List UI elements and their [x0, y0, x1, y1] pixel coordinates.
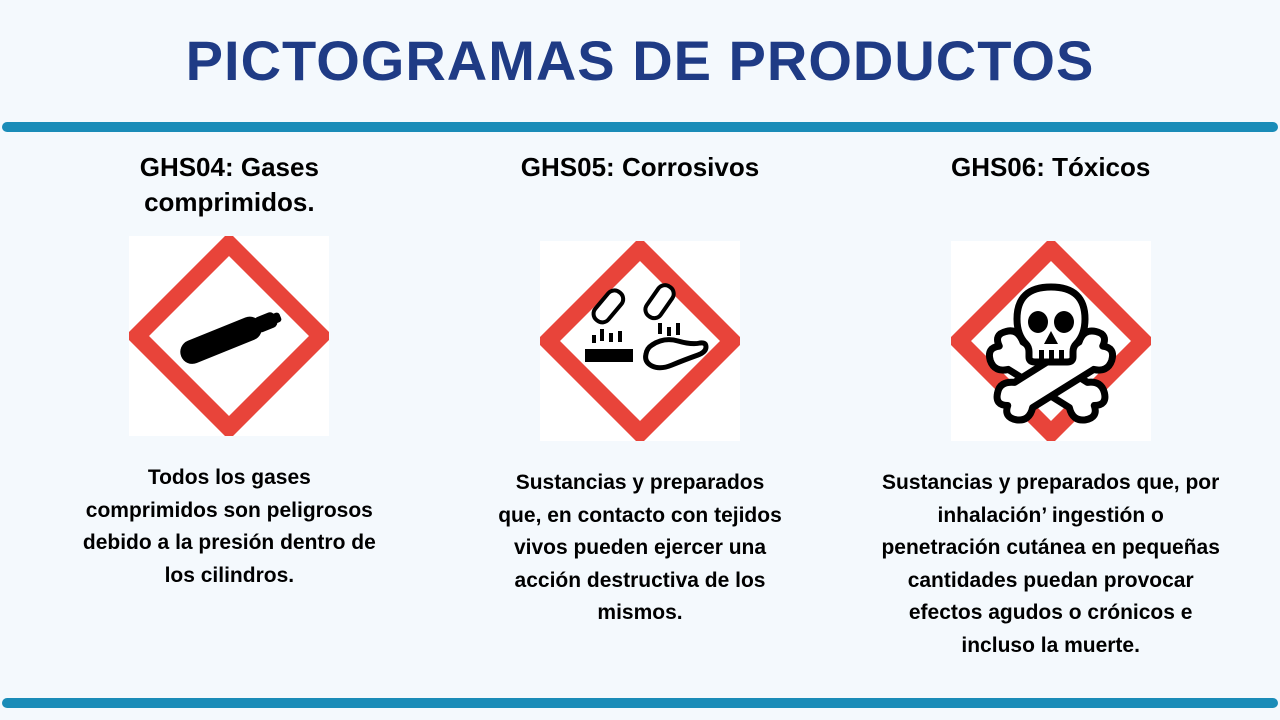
pictogram-card-ghs05 [435, 150, 846, 720]
page-title: PICTOGRAMAS DE PRODUCTOS [185, 28, 1095, 92]
card-description: Todos los gases comprimidos son peligrosos debido a la presión dentro de los cilindros. [82, 466, 376, 587]
card-description: Sustancias y preparados que, en contacto con tejidos vivos pueden ejercer una acción destructiva de los mismos. [498, 471, 782, 625]
pictogram-image-ghs04 [129, 236, 329, 436]
bottom-divider [2, 698, 1278, 708]
pictogram-image-ghs06 [951, 241, 1151, 441]
corrosion-icon [540, 241, 740, 441]
top-divider [2, 122, 1278, 132]
skull-and-crossbones-icon [951, 241, 1151, 441]
card-heading: GHS04: Gases comprimidos. [139, 152, 319, 218]
card-heading: GHS06: Tóxicos [950, 152, 1151, 182]
pictogram-columns [0, 132, 1280, 720]
card-heading: GHS05: Corrosivos [520, 152, 760, 182]
pictogram-card-ghs06 [845, 150, 1256, 720]
pictogram-image-ghs05 [540, 241, 740, 441]
card-description: Sustancias y preparados que, por inhalación’ ingestión o penetración cutánea en pequeñas cantidades puedan provocar efectos agudos o crónicos e incluso la muerte. [881, 471, 1220, 657]
title-area [0, 0, 1280, 122]
gas-cylinder-icon [129, 236, 329, 436]
pictogram-card-ghs04 [24, 150, 435, 720]
